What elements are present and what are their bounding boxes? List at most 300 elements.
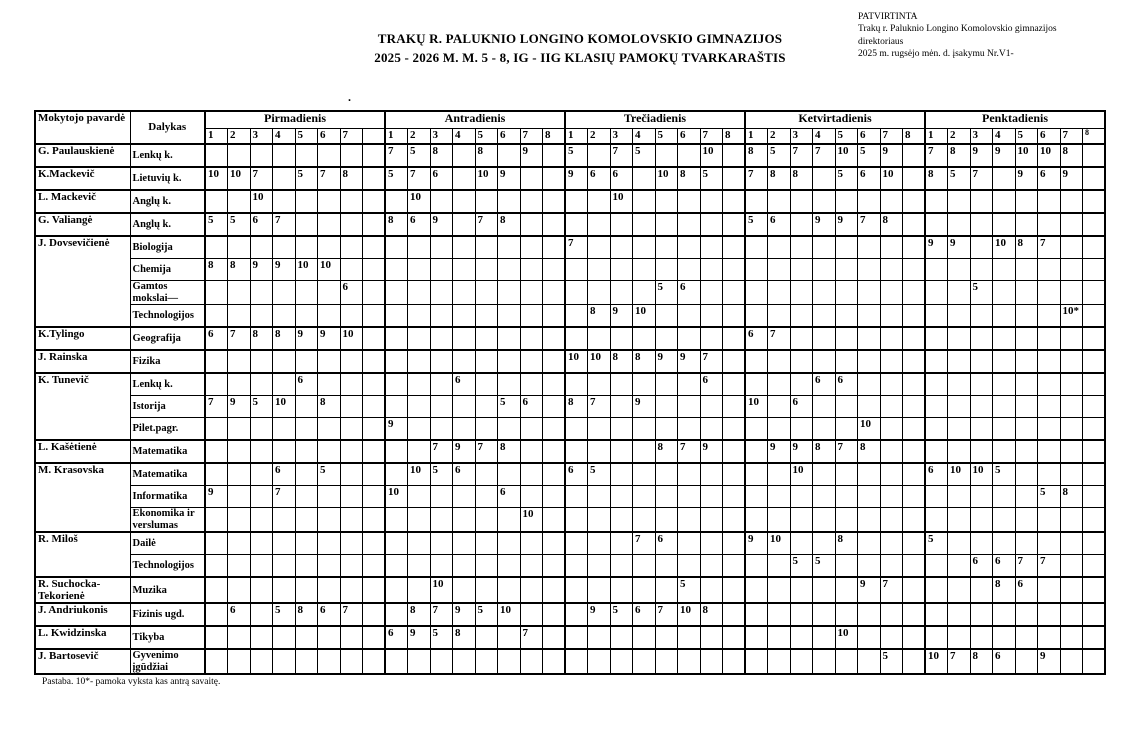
lesson-cell	[655, 486, 678, 508]
lesson-cell	[903, 327, 926, 350]
lesson-cell	[610, 577, 633, 603]
lesson-cell	[295, 236, 318, 259]
lesson-cell	[858, 373, 881, 396]
lesson-cell: 8	[880, 213, 903, 236]
lesson-cell	[430, 555, 453, 578]
lesson-cell	[475, 350, 498, 373]
lesson-cell	[813, 167, 836, 190]
lesson-cell: 9	[745, 532, 768, 555]
lesson-cell	[565, 649, 588, 674]
lesson-cell	[363, 167, 386, 190]
lesson-cell	[880, 418, 903, 441]
lesson-cell	[858, 259, 881, 281]
lesson-cell: 10	[1015, 144, 1038, 167]
lesson-cell	[745, 373, 768, 396]
lesson-cell	[228, 649, 251, 674]
period-header: 8	[903, 129, 926, 145]
lesson-cell	[250, 144, 273, 167]
lesson-cell	[228, 577, 251, 603]
lesson-cell: 6	[700, 373, 723, 396]
lesson-cell	[925, 305, 948, 328]
lesson-cell	[1083, 236, 1106, 259]
lesson-cell	[273, 626, 296, 649]
lesson-cell	[813, 603, 836, 626]
lesson-cell	[610, 486, 633, 508]
lesson-cell	[205, 603, 228, 626]
lesson-cell	[835, 396, 858, 418]
lesson-cell	[453, 327, 476, 350]
lesson-cell	[655, 649, 678, 674]
lesson-cell	[1083, 213, 1106, 236]
lesson-cell	[610, 508, 633, 533]
lesson-cell	[993, 213, 1016, 236]
lesson-cell	[475, 532, 498, 555]
lesson-cell	[1083, 396, 1106, 418]
lesson-cell	[925, 213, 948, 236]
lesson-cell	[363, 649, 386, 674]
lesson-cell: 9	[408, 626, 431, 649]
lesson-cell	[543, 190, 566, 213]
lesson-cell: 10	[475, 167, 498, 190]
lesson-cell: 6	[745, 327, 768, 350]
lesson-cell	[948, 418, 971, 441]
lesson-cell	[1083, 532, 1106, 555]
lesson-cell	[903, 577, 926, 603]
lesson-cell	[543, 213, 566, 236]
lesson-cell	[610, 373, 633, 396]
lesson-cell: 5	[790, 555, 813, 578]
lesson-cell	[813, 418, 836, 441]
lesson-cell	[903, 167, 926, 190]
lesson-cell	[745, 626, 768, 649]
lesson-cell	[498, 555, 521, 578]
lesson-cell: 7	[430, 440, 453, 463]
lesson-cell	[408, 259, 431, 281]
lesson-cell	[858, 190, 881, 213]
teacher-cell: J. Dovsevičienė	[35, 236, 130, 327]
lesson-cell	[475, 555, 498, 578]
lesson-cell: 8	[318, 396, 341, 418]
lesson-cell	[385, 190, 408, 213]
lesson-cell	[1060, 603, 1083, 626]
lesson-cell	[768, 259, 791, 281]
subject-cell: Pilet.pagr.	[130, 418, 205, 441]
lesson-cell	[295, 626, 318, 649]
lesson-cell	[903, 626, 926, 649]
lesson-cell	[790, 281, 813, 305]
teacher-cell: R. Miloš	[35, 532, 130, 577]
lesson-cell: 6	[993, 555, 1016, 578]
lesson-cell	[700, 213, 723, 236]
lesson-cell	[543, 463, 566, 486]
page-title	[190, 30, 970, 68]
subject-cell: Fizika	[130, 350, 205, 373]
period-header: 8	[723, 129, 746, 145]
lesson-cell	[1060, 281, 1083, 305]
lesson-cell	[363, 350, 386, 373]
lesson-cell	[588, 626, 611, 649]
lesson-cell	[948, 327, 971, 350]
lesson-cell: 8	[678, 167, 701, 190]
table-row	[35, 373, 1105, 396]
lesson-cell	[768, 418, 791, 441]
lesson-cell: 10	[565, 350, 588, 373]
lesson-cell	[880, 259, 903, 281]
lesson-cell: 5	[768, 144, 791, 167]
lesson-cell	[385, 373, 408, 396]
lesson-cell: 8	[858, 440, 881, 463]
period-header: 5	[295, 129, 318, 145]
lesson-cell	[1083, 486, 1106, 508]
lesson-cell	[880, 532, 903, 555]
lesson-cell	[925, 626, 948, 649]
lesson-cell	[1083, 373, 1106, 396]
lesson-cell	[790, 486, 813, 508]
lesson-cell: 10	[768, 532, 791, 555]
lesson-cell	[745, 577, 768, 603]
lesson-cell	[385, 259, 408, 281]
lesson-cell	[385, 396, 408, 418]
lesson-cell	[363, 555, 386, 578]
lesson-cell	[903, 463, 926, 486]
lesson-cell	[903, 555, 926, 578]
lesson-cell	[993, 508, 1016, 533]
lesson-cell	[565, 213, 588, 236]
lesson-cell	[385, 305, 408, 328]
lesson-cell	[453, 577, 476, 603]
lesson-cell	[925, 350, 948, 373]
lesson-cell	[858, 350, 881, 373]
lesson-cell	[295, 350, 318, 373]
lesson-cell	[813, 577, 836, 603]
lesson-cell	[745, 236, 768, 259]
lesson-cell	[408, 327, 431, 350]
title-line-2: 2025 - 2026 M. M. 5 - 8, IG - IIG KLASIŲ PAMOKŲ TVARKARAŠTIS	[374, 49, 786, 65]
lesson-cell	[318, 649, 341, 674]
lesson-cell	[385, 649, 408, 674]
lesson-cell	[205, 350, 228, 373]
lesson-cell	[790, 190, 813, 213]
lesson-cell	[655, 577, 678, 603]
lesson-cell	[408, 508, 431, 533]
lesson-cell: 10	[678, 603, 701, 626]
lesson-cell	[273, 373, 296, 396]
lesson-cell: 8	[588, 305, 611, 328]
lesson-cell	[700, 418, 723, 441]
period-header: 6	[1038, 129, 1061, 145]
lesson-cell	[880, 508, 903, 533]
lesson-cell	[835, 418, 858, 441]
lesson-cell	[948, 508, 971, 533]
lesson-cell: 8	[430, 144, 453, 167]
lesson-cell	[993, 327, 1016, 350]
lesson-cell	[723, 396, 746, 418]
lesson-cell	[880, 555, 903, 578]
lesson-cell: 6	[318, 603, 341, 626]
lesson-cell	[475, 463, 498, 486]
lesson-cell: 10	[385, 486, 408, 508]
lesson-cell	[925, 396, 948, 418]
lesson-cell: 7	[273, 486, 296, 508]
lesson-cell	[925, 418, 948, 441]
lesson-cell	[970, 373, 993, 396]
lesson-cell	[970, 350, 993, 373]
lesson-cell	[453, 508, 476, 533]
lesson-cell	[1060, 463, 1083, 486]
period-header: 2	[768, 129, 791, 145]
lesson-cell: 6	[250, 213, 273, 236]
lesson-cell	[1038, 508, 1061, 533]
lesson-cell	[700, 508, 723, 533]
lesson-cell	[723, 167, 746, 190]
lesson-cell	[610, 555, 633, 578]
period-header: 1	[565, 129, 588, 145]
period-header: 5	[475, 129, 498, 145]
lesson-cell	[363, 259, 386, 281]
lesson-cell	[408, 373, 431, 396]
lesson-cell: 8	[228, 259, 251, 281]
lesson-cell: 5	[430, 463, 453, 486]
lesson-cell	[655, 396, 678, 418]
lesson-cell	[1015, 305, 1038, 328]
lesson-cell	[340, 190, 363, 213]
lesson-cell	[948, 440, 971, 463]
lesson-cell	[340, 555, 363, 578]
lesson-cell: 9	[925, 236, 948, 259]
period-header: 5	[1015, 129, 1038, 145]
lesson-cell	[453, 418, 476, 441]
lesson-cell	[498, 350, 521, 373]
lesson-cell	[858, 281, 881, 305]
lesson-cell: 5	[273, 603, 296, 626]
lesson-cell	[633, 577, 656, 603]
lesson-cell	[970, 603, 993, 626]
lesson-cell	[363, 396, 386, 418]
lesson-cell: 9	[453, 603, 476, 626]
lesson-cell	[633, 167, 656, 190]
lesson-cell	[678, 327, 701, 350]
lesson-cell	[768, 281, 791, 305]
lesson-cell	[1038, 463, 1061, 486]
lesson-cell	[610, 440, 633, 463]
lesson-cell	[228, 463, 251, 486]
lesson-cell: 6	[520, 396, 543, 418]
lesson-cell	[970, 305, 993, 328]
lesson-cell	[970, 508, 993, 533]
lesson-cell	[520, 649, 543, 674]
lesson-cell	[408, 577, 431, 603]
lesson-cell	[1060, 213, 1083, 236]
lesson-cell: 8	[408, 603, 431, 626]
lesson-cell	[813, 281, 836, 305]
lesson-cell	[633, 486, 656, 508]
lesson-cell	[250, 486, 273, 508]
lesson-cell	[1060, 190, 1083, 213]
lesson-cell: 5	[250, 396, 273, 418]
lesson-cell: 10	[295, 259, 318, 281]
lesson-cell	[1038, 281, 1061, 305]
lesson-cell	[678, 236, 701, 259]
lesson-cell	[880, 281, 903, 305]
lesson-cell: 5	[498, 396, 521, 418]
lesson-cell: 8	[453, 626, 476, 649]
lesson-cell: 9	[678, 350, 701, 373]
lesson-cell	[273, 555, 296, 578]
lesson-cell: 6	[340, 281, 363, 305]
lesson-cell: 6	[565, 463, 588, 486]
lesson-cell	[295, 463, 318, 486]
lesson-cell	[745, 463, 768, 486]
subject-cell: Biologija	[130, 236, 205, 259]
lesson-cell	[1083, 281, 1106, 305]
lesson-cell	[363, 327, 386, 350]
lesson-cell	[1038, 532, 1061, 555]
table-row	[35, 577, 1105, 603]
lesson-cell	[588, 486, 611, 508]
lesson-cell	[318, 190, 341, 213]
lesson-cell	[858, 396, 881, 418]
lesson-cell	[430, 486, 453, 508]
lesson-cell: 6	[205, 327, 228, 350]
lesson-cell	[408, 486, 431, 508]
lesson-cell	[993, 167, 1016, 190]
lesson-cell	[273, 649, 296, 674]
lesson-cell	[318, 373, 341, 396]
lesson-cell	[228, 626, 251, 649]
lesson-cell	[790, 626, 813, 649]
lesson-cell	[408, 305, 431, 328]
lesson-cell	[430, 508, 453, 533]
lesson-cell: 10	[498, 603, 521, 626]
lesson-cell: 7	[700, 350, 723, 373]
lesson-cell: 6	[678, 281, 701, 305]
lesson-cell	[745, 305, 768, 328]
lesson-cell	[835, 259, 858, 281]
lesson-cell: 6	[498, 486, 521, 508]
lesson-cell	[543, 350, 566, 373]
lesson-cell	[273, 281, 296, 305]
lesson-cell	[318, 281, 341, 305]
lesson-cell	[250, 555, 273, 578]
lesson-cell	[700, 532, 723, 555]
lesson-cell	[385, 440, 408, 463]
title-line-1: TRAKŲ R. PALUKNIO LONGINO KOMOLOVSKIO GIMNAZIJOS	[377, 31, 783, 46]
lesson-cell	[318, 577, 341, 603]
lesson-cell: 7	[790, 144, 813, 167]
lesson-cell	[678, 259, 701, 281]
lesson-cell: 8	[1015, 236, 1038, 259]
timetable-wrapper	[34, 110, 1106, 687]
lesson-cell: 7	[633, 532, 656, 555]
table-row	[35, 603, 1105, 626]
lesson-cell	[250, 236, 273, 259]
lesson-cell	[678, 486, 701, 508]
lesson-cell	[1038, 259, 1061, 281]
table-row	[35, 327, 1105, 350]
lesson-cell	[768, 396, 791, 418]
lesson-cell: 8	[970, 649, 993, 674]
lesson-cell: 6	[993, 649, 1016, 674]
subject-cell: Gamtos mokslai—	[130, 281, 205, 305]
lesson-cell	[250, 577, 273, 603]
lesson-cell	[723, 603, 746, 626]
lesson-cell: 10	[745, 396, 768, 418]
lesson-cell	[768, 508, 791, 533]
period-header: 1	[205, 129, 228, 145]
lesson-cell	[655, 555, 678, 578]
lesson-cell	[363, 373, 386, 396]
lesson-cell: 7	[1038, 236, 1061, 259]
lesson-cell	[430, 281, 453, 305]
lesson-cell: 5	[430, 626, 453, 649]
lesson-cell	[250, 463, 273, 486]
lesson-cell	[678, 626, 701, 649]
period-header: 6	[318, 129, 341, 145]
lesson-cell	[588, 327, 611, 350]
lesson-cell	[903, 396, 926, 418]
lesson-cell	[588, 508, 611, 533]
lesson-cell	[498, 626, 521, 649]
lesson-cell	[723, 213, 746, 236]
lesson-cell	[588, 555, 611, 578]
lesson-cell	[903, 236, 926, 259]
lesson-cell	[700, 577, 723, 603]
lesson-cell	[1060, 508, 1083, 533]
lesson-cell	[475, 486, 498, 508]
lesson-cell	[1038, 190, 1061, 213]
lesson-cell: 10	[1038, 144, 1061, 167]
table-row	[35, 305, 1105, 328]
period-header: 3	[790, 129, 813, 145]
lesson-cell	[565, 532, 588, 555]
subject-cell: Chemija	[130, 259, 205, 281]
table-row	[35, 463, 1105, 486]
lesson-cell	[498, 327, 521, 350]
lesson-cell: 5	[813, 555, 836, 578]
lesson-cell	[520, 373, 543, 396]
lesson-cell	[858, 649, 881, 674]
lesson-cell	[948, 213, 971, 236]
lesson-cell	[678, 213, 701, 236]
lesson-cell: 9	[633, 396, 656, 418]
lesson-cell	[453, 236, 476, 259]
lesson-cell	[453, 167, 476, 190]
lesson-cell: 6	[633, 603, 656, 626]
lesson-cell	[903, 213, 926, 236]
lesson-cell	[588, 418, 611, 441]
lesson-cell	[565, 305, 588, 328]
lesson-cell: 8	[835, 532, 858, 555]
lesson-cell: 7	[678, 440, 701, 463]
lesson-cell: 5	[475, 603, 498, 626]
lesson-cell	[295, 281, 318, 305]
subject-cell: Fizinis ugd.	[130, 603, 205, 626]
lesson-cell	[993, 486, 1016, 508]
lesson-cell	[723, 555, 746, 578]
lesson-cell: 6	[835, 373, 858, 396]
lesson-cell	[408, 418, 431, 441]
lesson-cell: 5	[610, 603, 633, 626]
lesson-cell	[813, 532, 836, 555]
lesson-cell	[318, 486, 341, 508]
lesson-cell	[1015, 327, 1038, 350]
lesson-cell	[543, 259, 566, 281]
lesson-cell	[340, 532, 363, 555]
lesson-cell	[565, 486, 588, 508]
day-header: Antradienis	[385, 111, 565, 129]
lesson-cell	[430, 373, 453, 396]
lesson-cell	[543, 555, 566, 578]
